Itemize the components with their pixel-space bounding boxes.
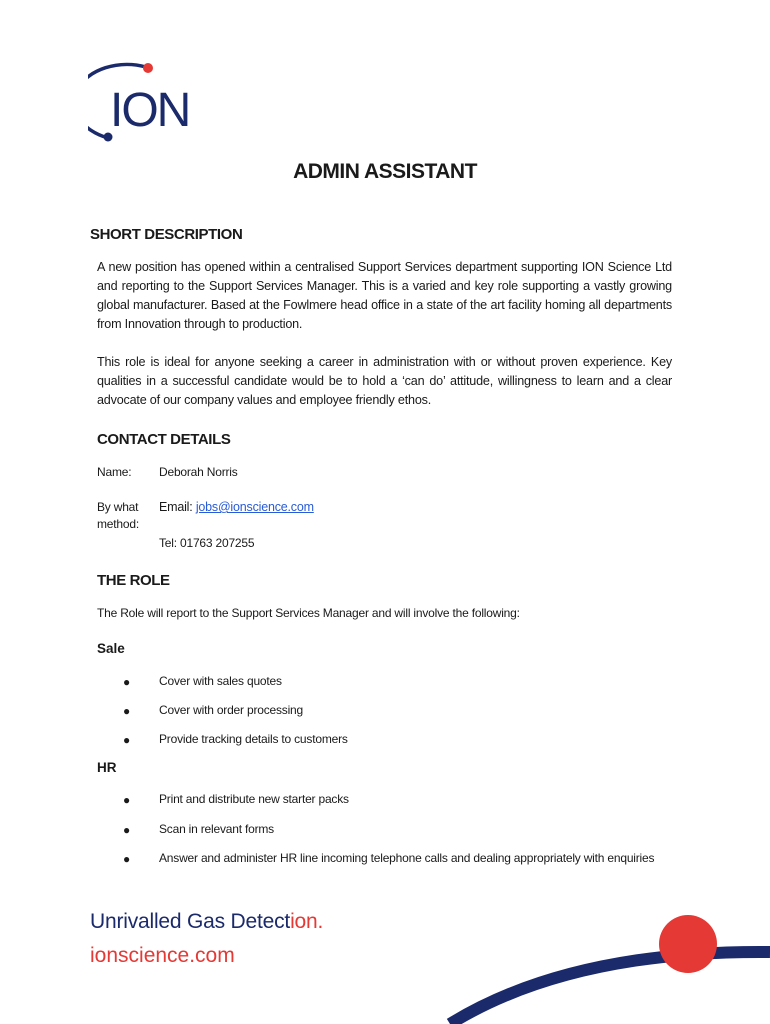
list-item: Provide tracking details to customers	[159, 732, 348, 746]
contact-details-heading: CONTACT DETAILS	[97, 431, 231, 448]
name-label: Name:	[97, 465, 132, 479]
email-line	[159, 500, 314, 514]
bullet: ●	[123, 793, 131, 807]
bullet: ●	[123, 675, 131, 689]
name-value: Deborah Norris	[159, 465, 238, 479]
sale-heading: Sale	[97, 641, 125, 656]
email-label: Email:	[159, 500, 196, 514]
method-label-line1: By what	[97, 500, 139, 514]
method-label-line2: method:	[97, 517, 139, 531]
bullet: ●	[123, 823, 131, 837]
list-item: Scan in relevant forms	[159, 822, 274, 836]
hr-heading: HR	[97, 760, 117, 775]
bullet: ●	[123, 852, 131, 866]
decorative-swoosh	[430, 900, 770, 1024]
role-intro: The Role will report to the Support Services Manager and will involve the following:	[97, 606, 520, 620]
list-item: Cover with order processing	[159, 703, 303, 717]
bullet: ●	[123, 733, 131, 747]
tagline-main: Unrivalled Gas Detect	[90, 910, 291, 933]
footer-website: ionscience.com	[90, 944, 235, 967]
description-paragraph-2: This role is ideal for anyone seeking a career in administration with or without proven experience. Key qualities in a successful candidate would be to hold a ‘can do’ attitude, willingness to learn and a clear advocate of our company values and employee friendly ethos.	[97, 355, 672, 407]
email-link[interactable]: jobs@ionscience.com	[195, 500, 314, 514]
logo-text: ION	[110, 84, 190, 137]
list-item: Print and distribute new starter packs	[159, 792, 349, 806]
tel-value: Tel: 01763 207255	[159, 536, 255, 550]
bullet: ●	[123, 704, 131, 718]
footer-tagline	[90, 910, 323, 934]
short-description-heading: SHORT DESCRIPTION	[90, 226, 243, 243]
tagline-accent: ion.	[290, 910, 324, 933]
list-item: Answer and administer HR line incoming telephone calls and dealing appropriately with enquiries	[159, 851, 655, 865]
page-title: ADMIN ASSISTANT	[293, 160, 477, 183]
ion-logo	[88, 60, 203, 145]
the-role-heading: THE ROLE	[97, 572, 170, 589]
description-paragraph-1: A new position has opened within a centralised Support Services department supporting ION Science Ltd and reporting to the Support Services Manager. This is a varied and key role supporting a vastly growing global manufacturer. Based at the Fowlmere head office in a state of the art facility homing all departments from Innovation through to production.	[97, 260, 672, 331]
list-item: Cover with sales quotes	[159, 674, 282, 688]
